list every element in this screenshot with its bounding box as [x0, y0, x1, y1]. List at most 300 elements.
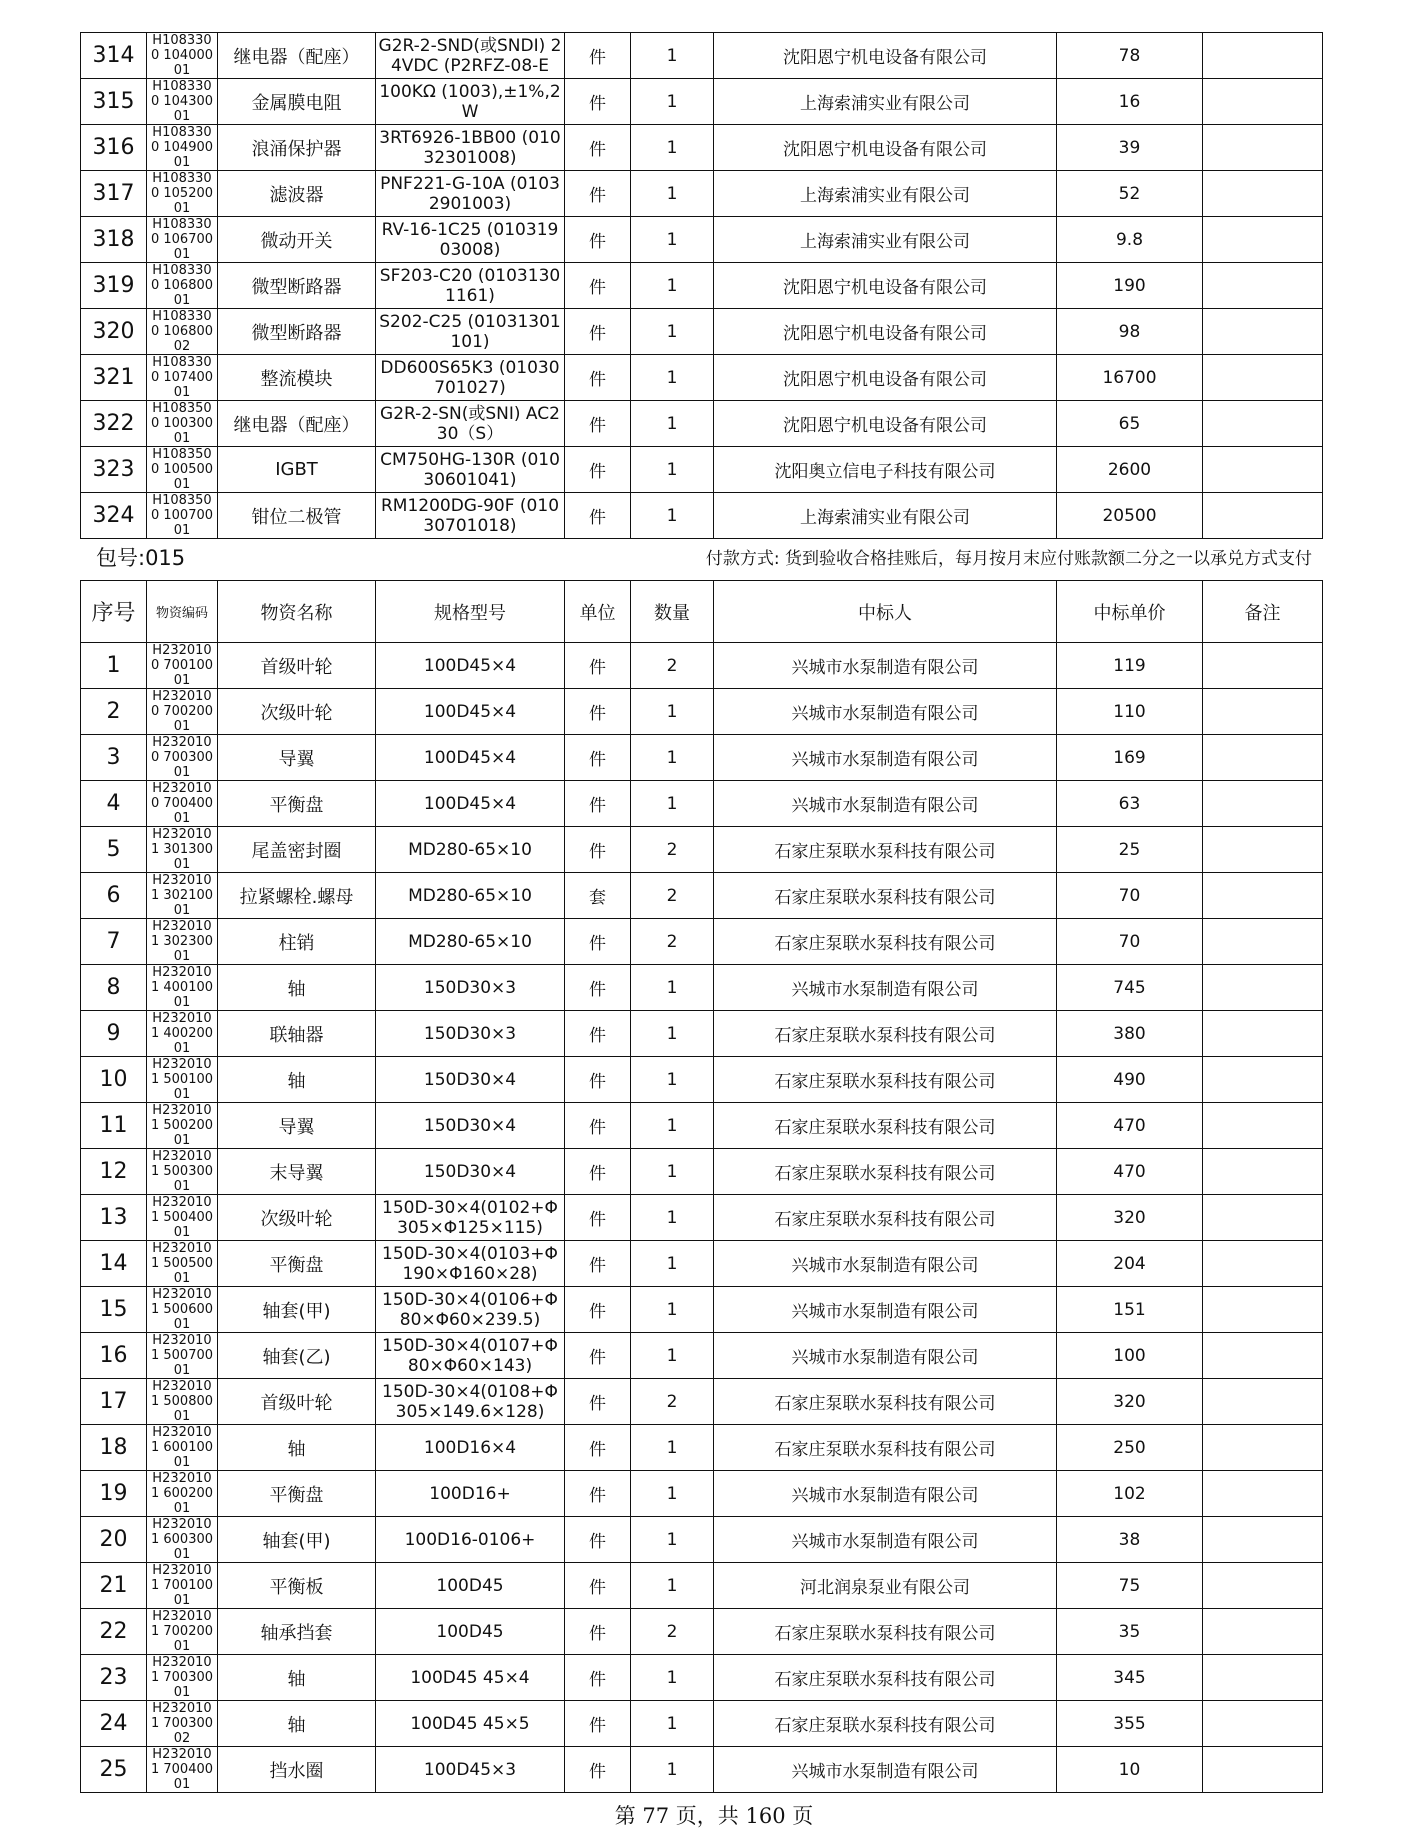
cell-code: H2320100 70020001	[147, 689, 218, 735]
table-row	[81, 1425, 1323, 1471]
cell-note	[1203, 1563, 1323, 1609]
header-name: 物资名称	[218, 581, 376, 643]
cell-name: 导翼	[218, 735, 376, 781]
cell-qty: 1	[631, 171, 714, 217]
cell-name: 金属膜电阻	[218, 79, 376, 125]
cell-winner: 兴城市水泵制造有限公司	[714, 1241, 1057, 1287]
cell-unit: 件	[565, 447, 631, 493]
cell-unit: 件	[565, 1655, 631, 1701]
header-code: 物资编码	[147, 581, 218, 643]
cell-qty: 1	[631, 1241, 714, 1287]
cell-spec: CM750HG-130R (01030601041)	[376, 447, 565, 493]
cell-name: 次级叶轮	[218, 689, 376, 735]
table-row	[81, 1471, 1323, 1517]
cell-spec: 100D45 45×5	[376, 1701, 565, 1747]
cell-note	[1203, 873, 1323, 919]
cell-note	[1203, 33, 1323, 79]
table-row	[81, 1563, 1323, 1609]
table-row	[81, 1241, 1323, 1287]
table-row	[81, 873, 1323, 919]
cell-spec: MD280-65×10	[376, 873, 565, 919]
cell-qty: 1	[631, 309, 714, 355]
cell-winner: 沈阳恩宁机电设备有限公司	[714, 355, 1057, 401]
cell-code: H2320101 50020001	[147, 1103, 218, 1149]
table-row	[81, 735, 1323, 781]
cell-spec: 100D45×3	[376, 1747, 565, 1793]
cell-note	[1203, 447, 1323, 493]
cell-spec: 150D30×4	[376, 1149, 565, 1195]
cell-unit: 件	[565, 827, 631, 873]
cell-winner: 石家庄泵联水泵科技有限公司	[714, 1103, 1057, 1149]
cell-qty: 1	[631, 735, 714, 781]
cell-note	[1203, 735, 1323, 781]
cell-winner: 兴城市水泵制造有限公司	[714, 689, 1057, 735]
cell-no: 320	[81, 309, 147, 355]
cell-spec: DD600S65K3 (01030701027)	[376, 355, 565, 401]
cell-name: 柱销	[218, 919, 376, 965]
cell-qty: 1	[631, 1057, 714, 1103]
cell-price: 78	[1057, 33, 1203, 79]
cell-code: H2320101 30230001	[147, 919, 218, 965]
cell-name: 平衡盘	[218, 1241, 376, 1287]
cell-name: 继电器（配座）	[218, 33, 376, 79]
cell-price: 38	[1057, 1517, 1203, 1563]
cell-price: 119	[1057, 643, 1203, 689]
cell-note	[1203, 1241, 1323, 1287]
cell-code: H1083300 10680002	[147, 309, 218, 355]
cell-code: H1083500 10050001	[147, 447, 218, 493]
cell-no: 15	[81, 1287, 147, 1333]
cell-qty: 1	[631, 355, 714, 401]
table-row	[81, 79, 1323, 125]
cell-unit: 件	[565, 919, 631, 965]
cell-qty: 1	[631, 447, 714, 493]
cell-spec: G2R-2-SN(或SNI) AC230（S）	[376, 401, 565, 447]
cell-no: 321	[81, 355, 147, 401]
cell-qty: 2	[631, 1379, 714, 1425]
cell-winner: 上海索浦实业有限公司	[714, 217, 1057, 263]
cell-winner: 兴城市水泵制造有限公司	[714, 1333, 1057, 1379]
cell-price: 470	[1057, 1103, 1203, 1149]
cell-no: 324	[81, 493, 147, 539]
cell-note	[1203, 263, 1323, 309]
table-row	[81, 781, 1323, 827]
cell-no: 318	[81, 217, 147, 263]
cell-unit: 套	[565, 873, 631, 919]
cell-price: 25	[1057, 827, 1203, 873]
cell-qty: 1	[631, 1425, 714, 1471]
cell-qty: 1	[631, 689, 714, 735]
cell-note	[1203, 1011, 1323, 1057]
cell-price: 39	[1057, 125, 1203, 171]
header-spec: 规格型号	[376, 581, 565, 643]
cell-code: H2320100 70010001	[147, 643, 218, 689]
cell-price: 320	[1057, 1195, 1203, 1241]
table-row	[81, 1149, 1323, 1195]
cell-no: 18	[81, 1425, 147, 1471]
cell-no: 11	[81, 1103, 147, 1149]
cell-winner: 石家庄泵联水泵科技有限公司	[714, 1655, 1057, 1701]
cell-spec: S202-C25 (01031301101)	[376, 309, 565, 355]
cell-winner: 上海索浦实业有限公司	[714, 79, 1057, 125]
cell-no: 21	[81, 1563, 147, 1609]
cell-qty: 1	[631, 1747, 714, 1793]
cell-note	[1203, 827, 1323, 873]
cell-price: 380	[1057, 1011, 1203, 1057]
cell-code: H2320101 30210001	[147, 873, 218, 919]
cell-winner: 石家庄泵联水泵科技有限公司	[714, 1149, 1057, 1195]
cell-code: H1083300 10680001	[147, 263, 218, 309]
cell-note	[1203, 125, 1323, 171]
cell-winner: 沈阳恩宁机电设备有限公司	[714, 309, 1057, 355]
cell-no: 17	[81, 1379, 147, 1425]
cell-unit: 件	[565, 1195, 631, 1241]
cell-winner: 河北润泉泵业有限公司	[714, 1563, 1057, 1609]
cell-name: 首级叶轮	[218, 643, 376, 689]
cell-note	[1203, 1609, 1323, 1655]
cell-winner: 石家庄泵联水泵科技有限公司	[714, 1057, 1057, 1103]
cell-qty: 1	[631, 217, 714, 263]
cell-spec: 100D45 45×4	[376, 1655, 565, 1701]
cell-price: 204	[1057, 1241, 1203, 1287]
cell-code: H1083300 10490001	[147, 125, 218, 171]
cell-note	[1203, 1747, 1323, 1793]
cell-price: 16700	[1057, 355, 1203, 401]
cell-price: 9.8	[1057, 217, 1203, 263]
cell-no: 316	[81, 125, 147, 171]
cell-qty: 1	[631, 1103, 714, 1149]
cell-note	[1203, 643, 1323, 689]
cell-unit: 件	[565, 355, 631, 401]
cell-no: 319	[81, 263, 147, 309]
cell-qty: 1	[631, 965, 714, 1011]
cell-price: 52	[1057, 171, 1203, 217]
cell-unit: 件	[565, 493, 631, 539]
cell-note	[1203, 1057, 1323, 1103]
cell-no: 317	[81, 171, 147, 217]
cell-unit: 件	[565, 171, 631, 217]
cell-qty: 1	[631, 1149, 714, 1195]
table-row	[81, 447, 1323, 493]
package-015-table	[80, 580, 1323, 1793]
cell-unit: 件	[565, 263, 631, 309]
cell-no: 23	[81, 1655, 147, 1701]
cell-note	[1203, 965, 1323, 1011]
cell-winner: 兴城市水泵制造有限公司	[714, 1287, 1057, 1333]
cell-price: 70	[1057, 873, 1203, 919]
cell-no: 314	[81, 33, 147, 79]
cell-no: 322	[81, 401, 147, 447]
cell-no: 9	[81, 1011, 147, 1057]
cell-winner: 石家庄泵联水泵科技有限公司	[714, 1609, 1057, 1655]
table-row	[81, 1195, 1323, 1241]
cell-winner: 沈阳恩宁机电设备有限公司	[714, 263, 1057, 309]
header-row	[81, 581, 1323, 643]
cell-qty: 1	[631, 1195, 714, 1241]
cell-winner: 沈阳恩宁机电设备有限公司	[714, 401, 1057, 447]
cell-note	[1203, 1701, 1323, 1747]
cell-winner: 上海索浦实业有限公司	[714, 171, 1057, 217]
cell-note	[1203, 689, 1323, 735]
cell-qty: 1	[631, 493, 714, 539]
page-footer: 第 77 页，共 160 页	[614, 1804, 814, 1828]
cell-price: 100	[1057, 1333, 1203, 1379]
cell-note	[1203, 781, 1323, 827]
cell-qty: 1	[631, 79, 714, 125]
cell-unit: 件	[565, 1241, 631, 1287]
cell-price: 320	[1057, 1379, 1203, 1425]
cell-price: 355	[1057, 1701, 1203, 1747]
cell-no: 20	[81, 1517, 147, 1563]
cell-unit: 件	[565, 1471, 631, 1517]
cell-no: 3	[81, 735, 147, 781]
cell-price: 490	[1057, 1057, 1203, 1103]
cell-price: 110	[1057, 689, 1203, 735]
cell-unit: 件	[565, 735, 631, 781]
cell-unit: 件	[565, 33, 631, 79]
cell-unit: 件	[565, 1103, 631, 1149]
cell-price: 190	[1057, 263, 1203, 309]
cell-name: 微动开关	[218, 217, 376, 263]
cell-name: 整流模块	[218, 355, 376, 401]
cell-unit: 件	[565, 1379, 631, 1425]
table-row	[81, 1333, 1323, 1379]
cell-name: 联轴器	[218, 1011, 376, 1057]
cell-unit: 件	[565, 1609, 631, 1655]
table-row	[81, 827, 1323, 873]
cell-spec: RV-16-1C25 (01031903008)	[376, 217, 565, 263]
cell-winner: 沈阳奥立信电子科技有限公司	[714, 447, 1057, 493]
cell-code: H2320101 50030001	[147, 1149, 218, 1195]
cell-qty: 1	[631, 1517, 714, 1563]
cell-unit: 件	[565, 643, 631, 689]
cell-code: H2320101 70040001	[147, 1747, 218, 1793]
cell-note	[1203, 309, 1323, 355]
cell-name: 浪涌保护器	[218, 125, 376, 171]
cell-qty: 1	[631, 1011, 714, 1057]
table-row	[81, 1609, 1323, 1655]
cell-winner: 沈阳恩宁机电设备有限公司	[714, 33, 1057, 79]
cell-price: 10	[1057, 1747, 1203, 1793]
cell-qty: 1	[631, 263, 714, 309]
table-row	[81, 1517, 1323, 1563]
cell-unit: 件	[565, 1563, 631, 1609]
cell-no: 323	[81, 447, 147, 493]
cell-note	[1203, 493, 1323, 539]
cell-qty: 2	[631, 919, 714, 965]
table-row	[81, 493, 1323, 539]
cell-note	[1203, 355, 1323, 401]
cell-spec: MD280-65×10	[376, 919, 565, 965]
cell-qty: 1	[631, 1287, 714, 1333]
cell-no: 25	[81, 1747, 147, 1793]
table-row	[81, 1655, 1323, 1701]
cell-note	[1203, 1195, 1323, 1241]
cell-unit: 件	[565, 309, 631, 355]
cell-code: H2320101 60030001	[147, 1517, 218, 1563]
cell-unit: 件	[565, 1287, 631, 1333]
cell-code: H2320100 70030001	[147, 735, 218, 781]
cell-spec: 100D45×4	[376, 735, 565, 781]
table-row	[81, 263, 1323, 309]
cell-qty: 1	[631, 1701, 714, 1747]
cell-spec: 3RT6926-1BB00 (01032301008)	[376, 125, 565, 171]
cell-name: 轴	[218, 1701, 376, 1747]
cell-winner: 兴城市水泵制造有限公司	[714, 1517, 1057, 1563]
cell-price: 98	[1057, 309, 1203, 355]
cell-winner: 石家庄泵联水泵科技有限公司	[714, 873, 1057, 919]
table-row	[81, 1103, 1323, 1149]
cell-qty: 2	[631, 643, 714, 689]
cell-note	[1203, 919, 1323, 965]
cell-code: H2320101 50050001	[147, 1241, 218, 1287]
cell-qty: 1	[631, 1655, 714, 1701]
cell-code: H1083300 10740001	[147, 355, 218, 401]
cell-price: 35	[1057, 1609, 1203, 1655]
cell-winner: 兴城市水泵制造有限公司	[714, 781, 1057, 827]
cell-note	[1203, 1471, 1323, 1517]
cell-price: 345	[1057, 1655, 1203, 1701]
cell-price: 745	[1057, 965, 1203, 1011]
table-row	[81, 355, 1323, 401]
cell-spec: 150D30×3	[376, 1011, 565, 1057]
header-note: 备注	[1203, 581, 1323, 643]
cell-name: 尾盖密封圈	[218, 827, 376, 873]
previous-package-table	[80, 32, 1323, 539]
cell-name: 轴套(甲)	[218, 1517, 376, 1563]
cell-qty: 2	[631, 873, 714, 919]
table-row	[81, 965, 1323, 1011]
header-price: 中标单价	[1057, 581, 1203, 643]
table-row	[81, 1701, 1323, 1747]
cell-price: 2600	[1057, 447, 1203, 493]
cell-unit: 件	[565, 1011, 631, 1057]
cell-note	[1203, 217, 1323, 263]
table-row	[81, 171, 1323, 217]
cell-winner: 上海索浦实业有限公司	[714, 493, 1057, 539]
table-row	[81, 689, 1323, 735]
table-row	[81, 1747, 1323, 1793]
cell-spec: 100D45	[376, 1563, 565, 1609]
cell-note	[1203, 1655, 1323, 1701]
cell-name: 首级叶轮	[218, 1379, 376, 1425]
cell-no: 22	[81, 1609, 147, 1655]
cell-name: 末导翼	[218, 1149, 376, 1195]
cell-note	[1203, 171, 1323, 217]
cell-code: H2320101 70030002	[147, 1701, 218, 1747]
cell-name: 轴	[218, 965, 376, 1011]
header-no: 序号	[81, 581, 147, 643]
cell-spec: PNF221-G-10A (01032901003)	[376, 171, 565, 217]
cell-winner: 兴城市水泵制造有限公司	[714, 735, 1057, 781]
cell-code: H2320100 70040001	[147, 781, 218, 827]
cell-code: H2320101 50080001	[147, 1379, 218, 1425]
cell-no: 5	[81, 827, 147, 873]
cell-winner: 兴城市水泵制造有限公司	[714, 1471, 1057, 1517]
cell-spec: 150D-30×4(0102+Φ 305×Φ125×115)	[376, 1195, 565, 1241]
cell-code: H1083300 10670001	[147, 217, 218, 263]
cell-name: 平衡盘	[218, 1471, 376, 1517]
cell-name: IGBT	[218, 447, 376, 493]
cell-note	[1203, 79, 1323, 125]
cell-no: 1	[81, 643, 147, 689]
cell-unit: 件	[565, 1333, 631, 1379]
table-row	[81, 643, 1323, 689]
cell-winner: 兴城市水泵制造有限公司	[714, 1747, 1057, 1793]
cell-spec: 100D16+	[376, 1471, 565, 1517]
cell-price: 65	[1057, 401, 1203, 447]
cell-price: 250	[1057, 1425, 1203, 1471]
cell-no: 24	[81, 1701, 147, 1747]
cell-code: H2320101 50040001	[147, 1195, 218, 1241]
cell-spec: 150D30×4	[376, 1103, 565, 1149]
header-unit: 单位	[565, 581, 631, 643]
cell-code: H2320101 70020001	[147, 1609, 218, 1655]
cell-spec: 150D30×3	[376, 965, 565, 1011]
table-row	[81, 33, 1323, 79]
cell-name: 挡水圈	[218, 1747, 376, 1793]
cell-code: H1083500 10030001	[147, 401, 218, 447]
cell-name: 轴	[218, 1425, 376, 1471]
cell-winner: 石家庄泵联水泵科技有限公司	[714, 827, 1057, 873]
cell-qty: 1	[631, 1471, 714, 1517]
cell-winner: 石家庄泵联水泵科技有限公司	[714, 1379, 1057, 1425]
cell-winner: 石家庄泵联水泵科技有限公司	[714, 919, 1057, 965]
cell-code: H2320101 40020001	[147, 1011, 218, 1057]
cell-qty: 1	[631, 1563, 714, 1609]
table-row	[81, 1379, 1323, 1425]
cell-name: 平衡盘	[218, 781, 376, 827]
cell-unit: 件	[565, 689, 631, 735]
cell-spec: 150D30×4	[376, 1057, 565, 1103]
cell-no: 6	[81, 873, 147, 919]
cell-spec: MD280-65×10	[376, 827, 565, 873]
cell-winner: 石家庄泵联水泵科技有限公司	[714, 1701, 1057, 1747]
cell-unit: 件	[565, 125, 631, 171]
cell-code: H2320101 60020001	[147, 1471, 218, 1517]
cell-unit: 件	[565, 1149, 631, 1195]
cell-qty: 1	[631, 1333, 714, 1379]
cell-name: 导翼	[218, 1103, 376, 1149]
cell-winner: 沈阳恩宁机电设备有限公司	[714, 125, 1057, 171]
cell-code: H2320101 40010001	[147, 965, 218, 1011]
cell-note	[1203, 1103, 1323, 1149]
cell-note	[1203, 401, 1323, 447]
cell-name: 拉紧螺栓.螺母	[218, 873, 376, 919]
cell-note	[1203, 1425, 1323, 1471]
cell-name: 继电器（配座）	[218, 401, 376, 447]
cell-price: 16	[1057, 79, 1203, 125]
cell-name: 滤波器	[218, 171, 376, 217]
package-number: 包号:015	[96, 546, 186, 570]
cell-name: 轴套(甲)	[218, 1287, 376, 1333]
cell-note	[1203, 1333, 1323, 1379]
cell-qty: 1	[631, 33, 714, 79]
cell-no: 315	[81, 79, 147, 125]
cell-code: H1083300 10400001	[147, 33, 218, 79]
cell-unit: 件	[565, 1057, 631, 1103]
table-row	[81, 1011, 1323, 1057]
cell-no: 10	[81, 1057, 147, 1103]
cell-price: 470	[1057, 1149, 1203, 1195]
cell-spec: 100D45×4	[376, 643, 565, 689]
cell-spec: 100KΩ (1003),±1%,2W	[376, 79, 565, 125]
cell-unit: 件	[565, 1517, 631, 1563]
cell-qty: 1	[631, 125, 714, 171]
table-row	[81, 217, 1323, 263]
cell-no: 4	[81, 781, 147, 827]
cell-code: H2320101 50070001	[147, 1333, 218, 1379]
